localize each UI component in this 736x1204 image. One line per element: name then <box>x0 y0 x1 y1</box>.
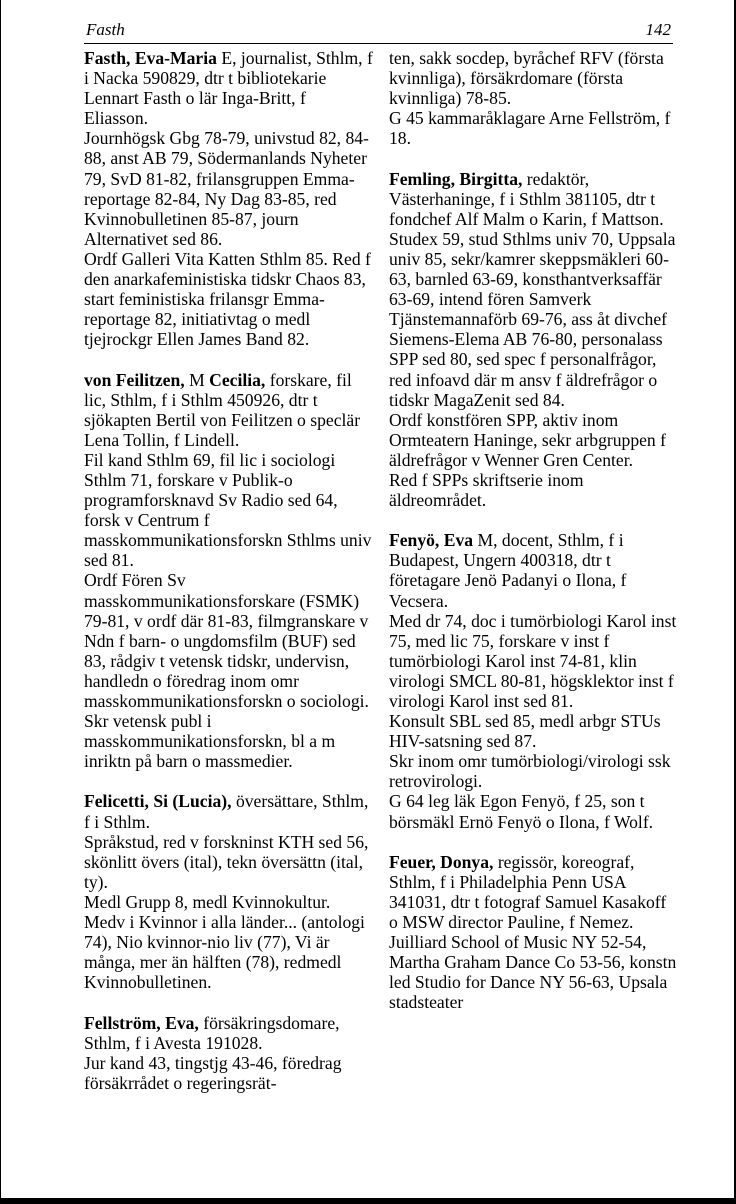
header-name: Fasth <box>86 20 125 39</box>
entry-fenyo <box>389 530 679 831</box>
page-number: 142 <box>645 20 671 39</box>
entry-name: Felicetti, Si (Lucia), <box>84 791 232 812</box>
entry-intro: Felicetti, Si (Lucia), översättare, Sthlm, f i Sthlm. <box>84 791 369 832</box>
entry-paragraph: Journhögsk Gbg 78-79, univstud 82, 84-88, anst AB 79, Södermanlands Nyheter 79, SvD 81-82, frilansgruppen Emma-reportage 82-84, Ny Dag 83-85, red Kvinnobulletinen 85-87, journ Alternativet sed 86. <box>84 128 369 249</box>
entry-paragraph: Ordf Galleri Vita Katten Sthlm 85. Red f den anarkafeministiska tidskr Chaos 83, start feministiska frilansgr Emma-reportage 82, initiativtag o medl tjejrockgr Ellen James Band 82. <box>84 248 371 350</box>
entry-paragraph: G 45 kammaråklagare Arne Fellström, f 18. <box>389 108 671 149</box>
entry-fellstrom-continued <box>389 48 679 148</box>
entry-paragraph: Juilliard School of Music NY 52-54, Martha Graham Dance Co 53-56, konstn led Studio for Dance NY 56-63, Upsala stadsteater <box>389 932 677 1013</box>
entry-paragraph: Ordf konstfören SPP, aktiv inom Ormteatern Haninge, sekr arbgruppen f äldrefrågor v Wenner Gren Center. <box>389 409 666 470</box>
header-rule <box>84 43 673 44</box>
entry-paragraph: Jur kand 43, tingstjg 43-46, föredrag försäkrrådet o regeringsrät- <box>84 1052 342 1093</box>
entry-paragraph: Med dr 74, doc i tumörbiologi Karol inst 75, med lic 75, forskare v inst f tumörbiologi Karol inst 74-81, klin virologi SMCL 80-81, högsklektor inst f virologi Karol inst sed 81. <box>389 610 677 711</box>
entry-paragraph: Skr inom omr tumörbiologi/virologi ssk retrovirologi. <box>389 751 671 792</box>
entry-paragraph: ten, sakk socdep, byråchef RFV (första kvinnliga), försäkrdomare (första kvinnliga) 78-85. <box>389 48 664 109</box>
entry-intro: Feuer, Donya, regissör, koreograf, Sthlm, f i Philadelphia Penn USA 341031, dtr t fotograf Samuel Kasakoff o MSW director Pauline, f Nemez. <box>389 851 667 933</box>
entry-name: Fenyö, Eva <box>389 530 474 551</box>
entry-intro: Fellström, Eva, försäkringsdomare, Sthlm, f i Avesta 191028. <box>84 1012 340 1053</box>
entry-intro: Fasth, Eva-Maria E, journalist, Sthlm, f i Nacka 590829, dtr t bibliotekarie Lennart Fasth o lär Inga-Britt, f Eliasson. <box>84 48 373 129</box>
entry-paragraph: Medl Grupp 8, medl Kvinnokultur. <box>84 891 331 912</box>
entry-felicetti <box>84 791 374 992</box>
entry-paragraph: Red f SPPs skriftserie inom äldreområdet. <box>389 469 584 511</box>
entry-paragraph: Skr vetensk publ i masskommunikationsforskn, bl a m inriktn på barn o massmedier. <box>84 711 336 772</box>
entry-fasth <box>84 48 374 349</box>
running-header <box>86 20 671 42</box>
right-column <box>389 48 679 1033</box>
entry-paragraph: Konsult SBL sed 85, medl arbgr STUs HIV-satsning sed 87. <box>389 711 661 752</box>
entry-intro: Femling, Birgitta, redaktör, Västerhaninge, f i Sthlm 381105, dtr t fondchef Alf Malm o Karin, f Mattson. <box>389 168 664 229</box>
entry-name: Fellström, Eva, <box>84 1012 199 1033</box>
entry-name: Feuer, Donya, <box>389 851 494 872</box>
entry-paragraph: Fil kand Sthlm 69, fil lic i sociologi Sthlm 71, forskare v Publik-o programforsknavd Sv Radio sed 64, forsk v Centrum f masskommunikationsforskn Sthlms univ sed 81. <box>84 449 372 571</box>
page-edge-bottom <box>0 1198 736 1204</box>
entry-intro: Fenyö, Eva M, docent, Sthlm, f i Budapest, Ungern 400318, dtr t företagare Jenö Padanyi o Ilona, f Vecsera. <box>389 530 627 611</box>
entry-feuer <box>389 852 679 1013</box>
entry-paragraph: Språkstud, red v forskninst KTH sed 56, skönlitt övers (ital), tekn översättn (ital, ty). <box>84 831 369 892</box>
entry-name: von Feilitzen, <box>84 369 185 390</box>
entry-fellstrom <box>84 1013 374 1093</box>
entry-paragraph: G 64 leg läk Egon Fenyö, f 25, son t börsmäkl Ernö Fenyö o Ilona, f Wolf. <box>389 791 654 832</box>
entry-name: Fasth, Eva-Maria <box>84 48 217 68</box>
entry-femling <box>389 169 679 511</box>
entry-paragraph: Ordf Fören Sv masskommunikationsforskare (FSMK) 79-81, v ordf där 81-83, filmgranskare v Ndn f barn- o ungdomsfilm (BUF) sed 83, rådgiv t vetensk tidskr, undervisn, handledn o föredrag inom omr masskommunikationsforskn o sociologi. <box>84 570 369 711</box>
entry-feilitzen <box>84 370 374 772</box>
entry-intro: von Feilitzen, M Cecilia, forskare, fil lic, Sthlm, f i Sthlm 450926, dtr t sjökapten Bertil von Feilitzen o speclär Lena Tollin, f Lindell. <box>84 369 361 450</box>
left-column <box>84 48 374 1113</box>
entry-paragraph: Medv i Kvinnor i alla länder... (antologi 74), Nio kvinnor-nio liv (77), Vi är många, mer än hälften (78), redmedl Kvinnobulletinen. <box>84 912 365 993</box>
entry-paragraph: Studex 59, stud Sthlms univ 70, Uppsala univ 85, sekr/kamrer skeppsmäkleri 60-63, barnled 63-69, konsthantverksaffär 63-69, intend fören Samverk Tjänstemannaförb 69-76, ass åt divchef Siemens-Elema AB 76-80, personalass SPP sed 80, sed spec f personalfrågor, red infoavd där m ansv f äldrefrågor o tidskr MagaZenit sed 84. <box>389 228 676 410</box>
page-edge-left <box>0 0 1 1204</box>
entry-name: Femling, Birgitta, <box>389 168 523 189</box>
